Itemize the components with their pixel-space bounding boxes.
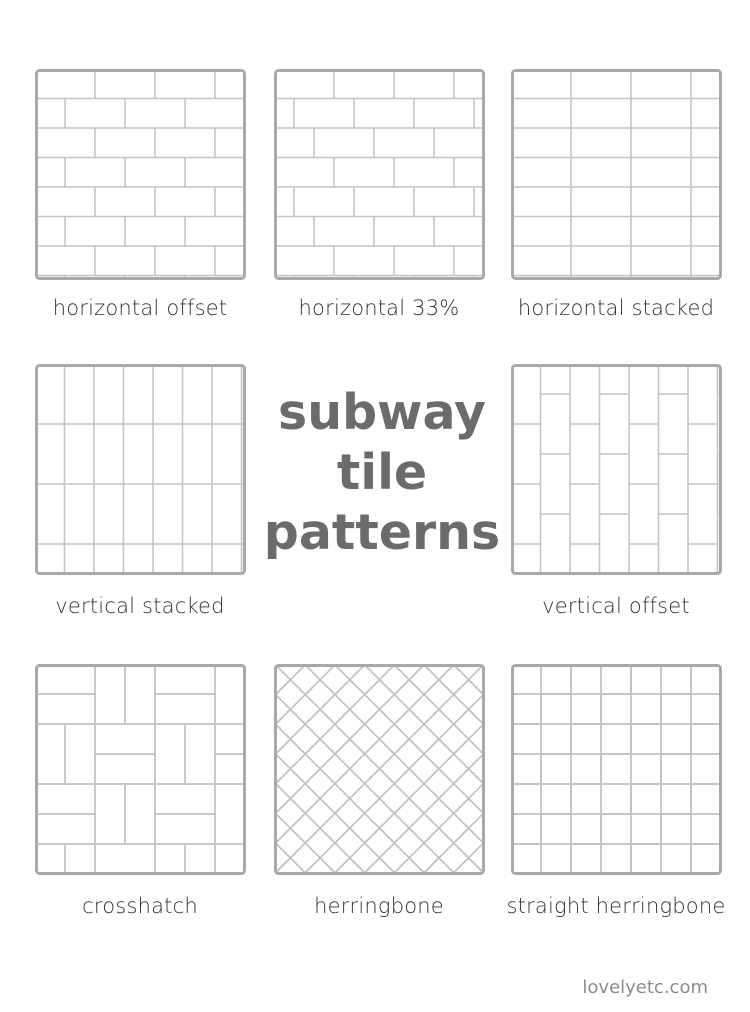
vertical-stacked-label: vertical stacked: [55, 594, 225, 618]
horizontal-stacked-swatch: [511, 69, 722, 280]
vertical-offset-swatch: [511, 364, 722, 575]
horizontal-33-label: horizontal 33%: [298, 296, 460, 320]
title-line-1: subway: [278, 384, 486, 441]
page-title: [262, 383, 502, 563]
horizontal-33-swatch: [274, 69, 485, 280]
straight-herringbone-swatch: [511, 664, 722, 875]
vertical-offset-label: vertical offset: [542, 594, 690, 618]
title-line-2: tile: [336, 444, 428, 501]
vertical-stacked-swatch: [35, 364, 246, 575]
horizontal-offset-label: horizontal offset: [52, 296, 228, 320]
straight-herringbone-label: straight herringbone: [506, 894, 726, 918]
crosshatch-label: crosshatch: [82, 894, 198, 918]
horizontal-stacked-label: horizontal stacked: [517, 296, 715, 320]
herringbone-label: herringbone: [314, 894, 444, 918]
herringbone-swatch: [274, 664, 485, 875]
crosshatch-swatch: [35, 664, 246, 875]
horizontal-offset-swatch: [35, 69, 246, 280]
title-line-3: patterns: [263, 504, 501, 561]
site-credit: lovelyetc.com: [582, 977, 708, 998]
